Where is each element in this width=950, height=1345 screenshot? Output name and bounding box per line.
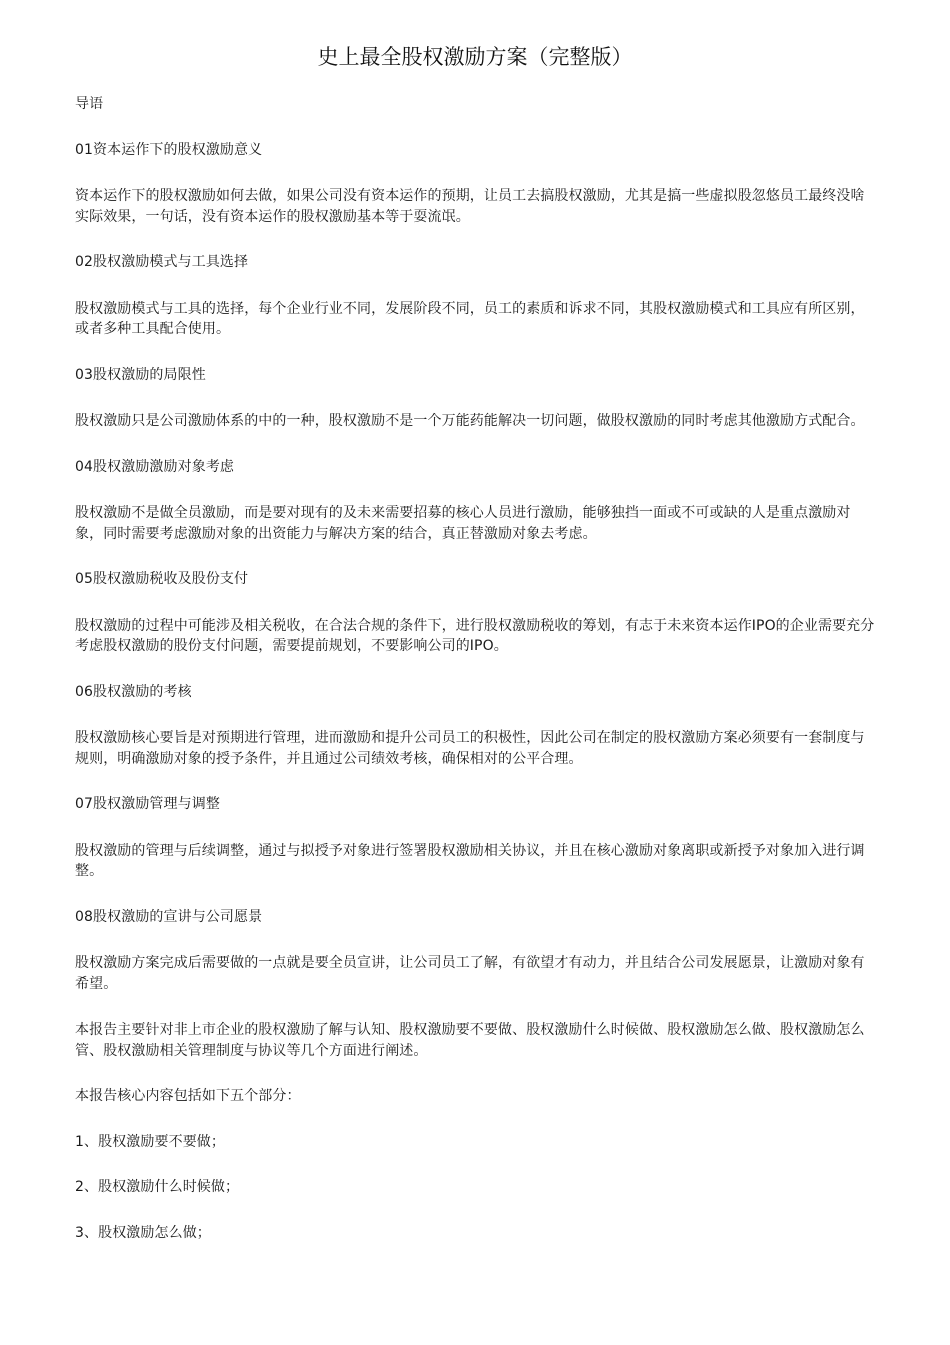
document-body bbox=[75, 94, 878, 1243]
section-body-05: 股权激励的过程中可能涉及相关税收，在合法合规的条件下，进行股权激励税收的筹划，有志于未来资本运作IPO的企业需要充分考虑股权激励的股份支付问题，需要提前规划，不要影响公司的IPO。 bbox=[75, 617, 875, 654]
section-body-04: 股权激励不是做全员激励，而是要对现有的及未来需要招募的核心人员进行激励，能够独挡一面或不可或缺的人是重点激励对象，同时需要考虑激励对象的出资能力与解决方案的结合，真正替激励对象去考虑。 bbox=[75, 505, 851, 542]
section-body-07: 股权激励的管理与后续调整，通过与拟授予对象进行签署股权激励相关协议，并且在核心激励对象离职或新授予对象加入进行调整。 bbox=[75, 842, 865, 879]
section-heading-04: 04股权激励激励对象考虑 bbox=[75, 458, 235, 475]
section-body-02: 股权激励模式与工具的选择，每个企业行业不同，发展阶段不同，员工的素质和诉求不同，其股权激励模式和工具应有所区别，或者多种工具配合使用。 bbox=[75, 300, 865, 337]
section-heading-06: 06股权激励的考核 bbox=[75, 683, 192, 700]
section-heading-08: 08股权激励的宣讲与公司愿景 bbox=[75, 908, 263, 925]
section-body-06: 股权激励核心要旨是对预期进行管理，进而激励和提升公司员工的积极性，因此公司在制定的股权激励方案必须要有一套制度与规则，明确激励对象的授予条件，并且通过公司绩效考核，确保相对的公平合理。 bbox=[75, 730, 865, 767]
section-heading-03: 03股权激励的局限性 bbox=[75, 366, 206, 383]
section-body-01: 资本运作下的股权激励如何去做，如果公司没有资本运作的预期，让员工去搞股权激励，尤其是搞一些虚拟股忽悠员工最终没啥实际效果，一句话，没有资本运作的股权激励基本等于耍流氓。 bbox=[75, 188, 865, 225]
core-item-1: 1、股权激励要不要做； bbox=[75, 1133, 226, 1150]
section-heading-02: 02股权激励模式与工具选择 bbox=[75, 254, 249, 270]
section-body-08: 股权激励方案完成后需要做的一点就是要全员宣讲，让公司员工了解，有欲望才有动力，并且结合公司发展愿景，让激励对象有希望。 bbox=[75, 955, 865, 992]
document-title: 史上最全股权激励方案（完整版） bbox=[317, 45, 633, 69]
core-item-2: 2、股权激励什么时候做； bbox=[75, 1179, 240, 1195]
section-body-03: 股权激励只是公司激励体系的中的一种，股权激励不是一个万能药能解决一切问题，做股权激励的同时考虑其他激励方式配合。 bbox=[75, 413, 865, 429]
report-summary: 本报告主要针对非上市企业的股权激励了解与认知、股权激励要不要做、股权激励什么时候做、股权激励怎么做、股权激励怎么管、股权激励相关管理制度与协议等几个方面进行阐述。 bbox=[75, 1022, 865, 1059]
section-heading-07: 07股权激励管理与调整 bbox=[75, 796, 220, 812]
core-item-3: 3、股权激励怎么做； bbox=[75, 1224, 211, 1241]
core-intro: 本报告核心内容包括如下五个部分： bbox=[75, 1088, 301, 1104]
section-heading-01: 01资本运作下的股权激励意义 bbox=[75, 141, 263, 158]
section-heading-05: 05股权激励税收及股份支付 bbox=[75, 571, 249, 587]
intro-label: 导语 bbox=[75, 96, 104, 112]
